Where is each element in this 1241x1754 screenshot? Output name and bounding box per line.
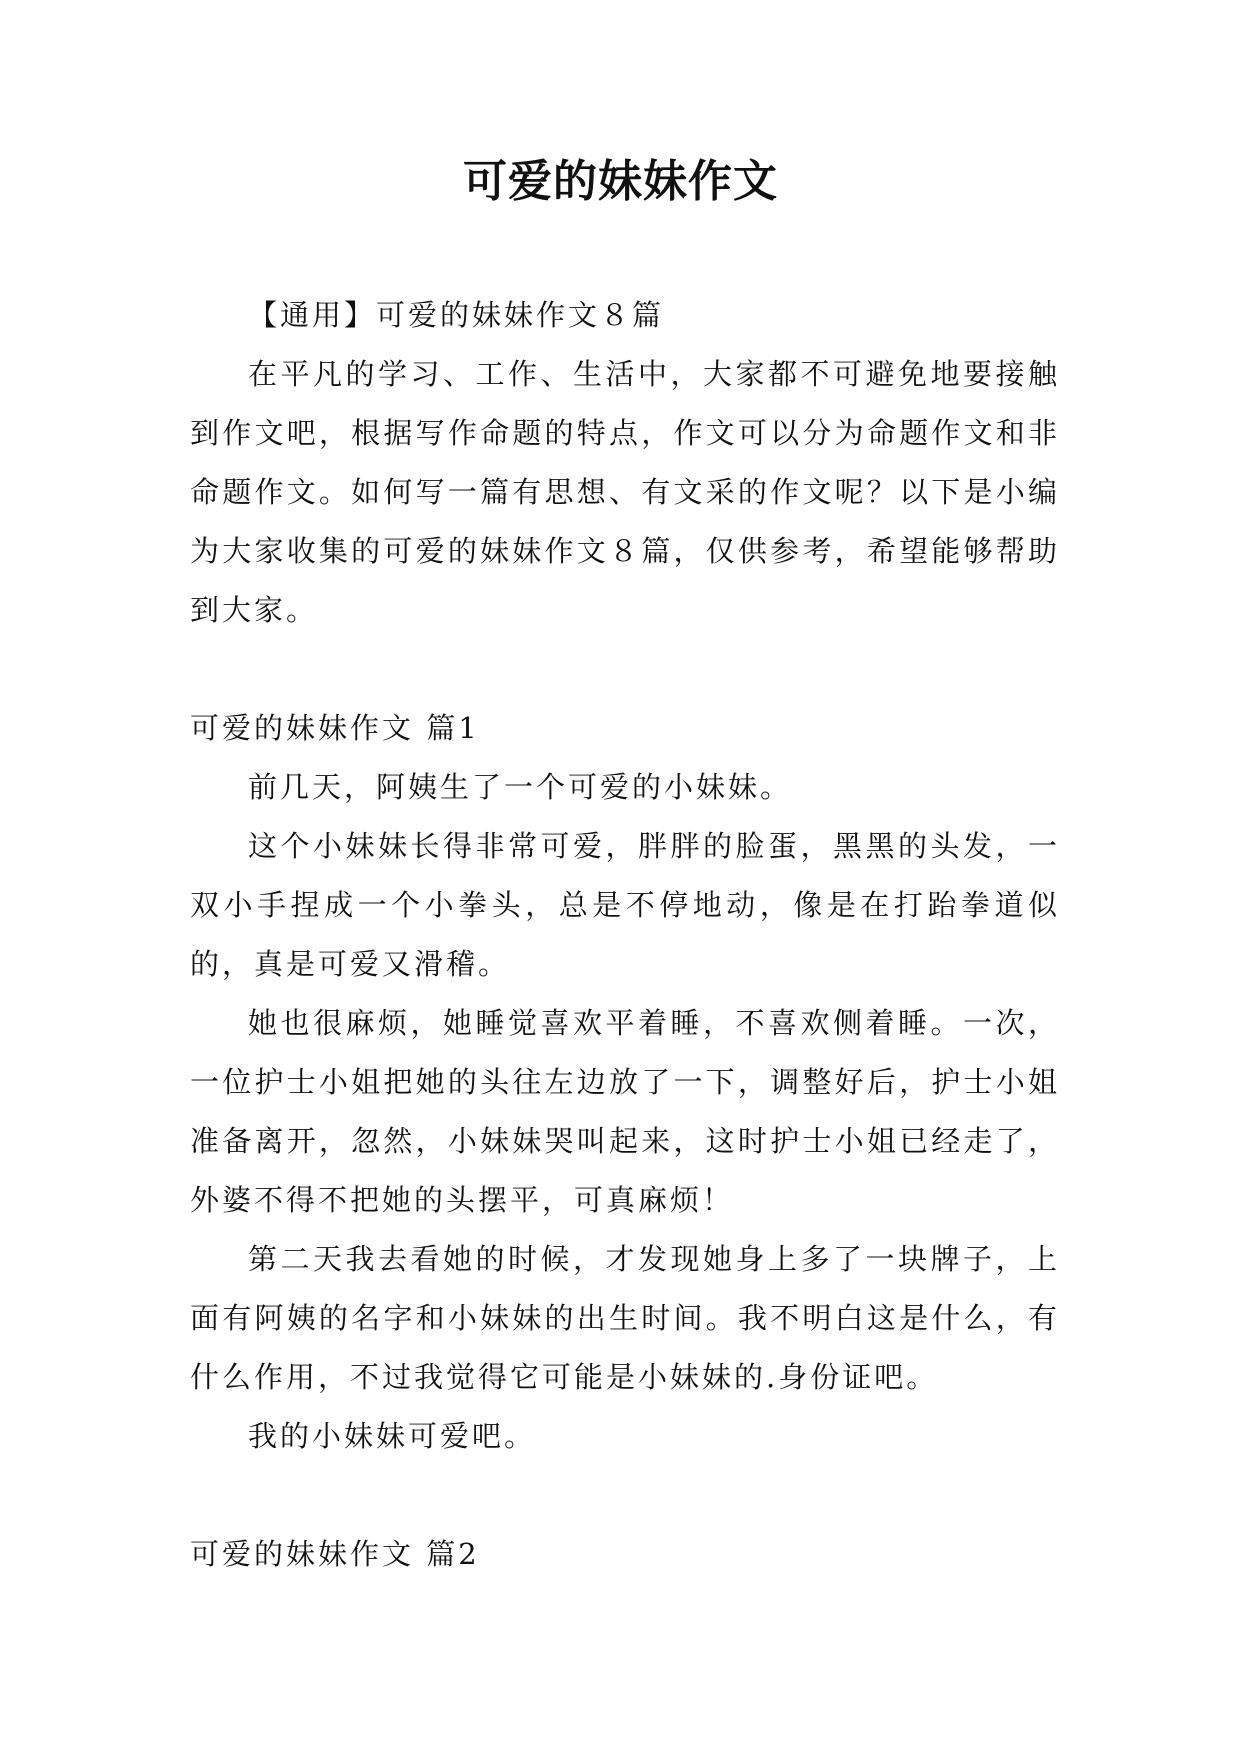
document-subtitle: 【通用】可爱的妹妹作文８篇	[248, 298, 665, 332]
section-1-paragraph-3: 她也很麻烦，她睡觉喜欢平着睡，不喜欢侧着睡。一次，一位护士小姐把她的头往左边放了一下，调整好后，护士小姐准备离开，忽然，小妹妹哭叫起来，这时护士小姐已经走了，外婆不得不把她的头摆平，可真麻烦！	[190, 1006, 1060, 1217]
document-body	[190, 286, 1060, 1584]
document-title: 可爱的妹妹作文	[463, 156, 778, 207]
section-1-paragraph-2: 这个小妹妹长得非常可爱，胖胖的脸蛋，黑黑的头发，一双小手捏成一个小拳头，总是不停地动，像是在打跆拳道似的，真是可爱又滑稽。	[190, 829, 1060, 981]
section-1-paragraph-5: 我的小妹妹可爱吧。	[248, 1419, 537, 1453]
intro-paragraph: 在平凡的学习、工作、生活中，大家都不可避免地要接触到作文吧，根据写作命题的特点，作文可以分为命题作文和非命题作文。如何写一篇有思想、有文采的作文呢？以下是小编为大家收集的可爱的妹妹作文８篇，仅供参考，希望能够帮助到大家。	[190, 357, 1060, 627]
section-1-paragraph-1: 前几天，阿姨生了一个可爱的小妹妹。	[248, 770, 793, 804]
section-heading-1: 可爱的妹妹作文 篇1	[190, 711, 480, 745]
section-heading-2: 可爱的妹妹作文 篇2	[190, 1537, 480, 1571]
section-1-paragraph-4: 第二天我去看她的时候，才发现她身上多了一块牌子，上面有阿姨的名字和小妹妹的出生时间。我不明白这是什么，有什么作用，不过我觉得它可能是小妹妹的.身份证吧。	[190, 1242, 1060, 1394]
section-spacer	[190, 1466, 1060, 1525]
section-spacer	[190, 640, 1060, 699]
